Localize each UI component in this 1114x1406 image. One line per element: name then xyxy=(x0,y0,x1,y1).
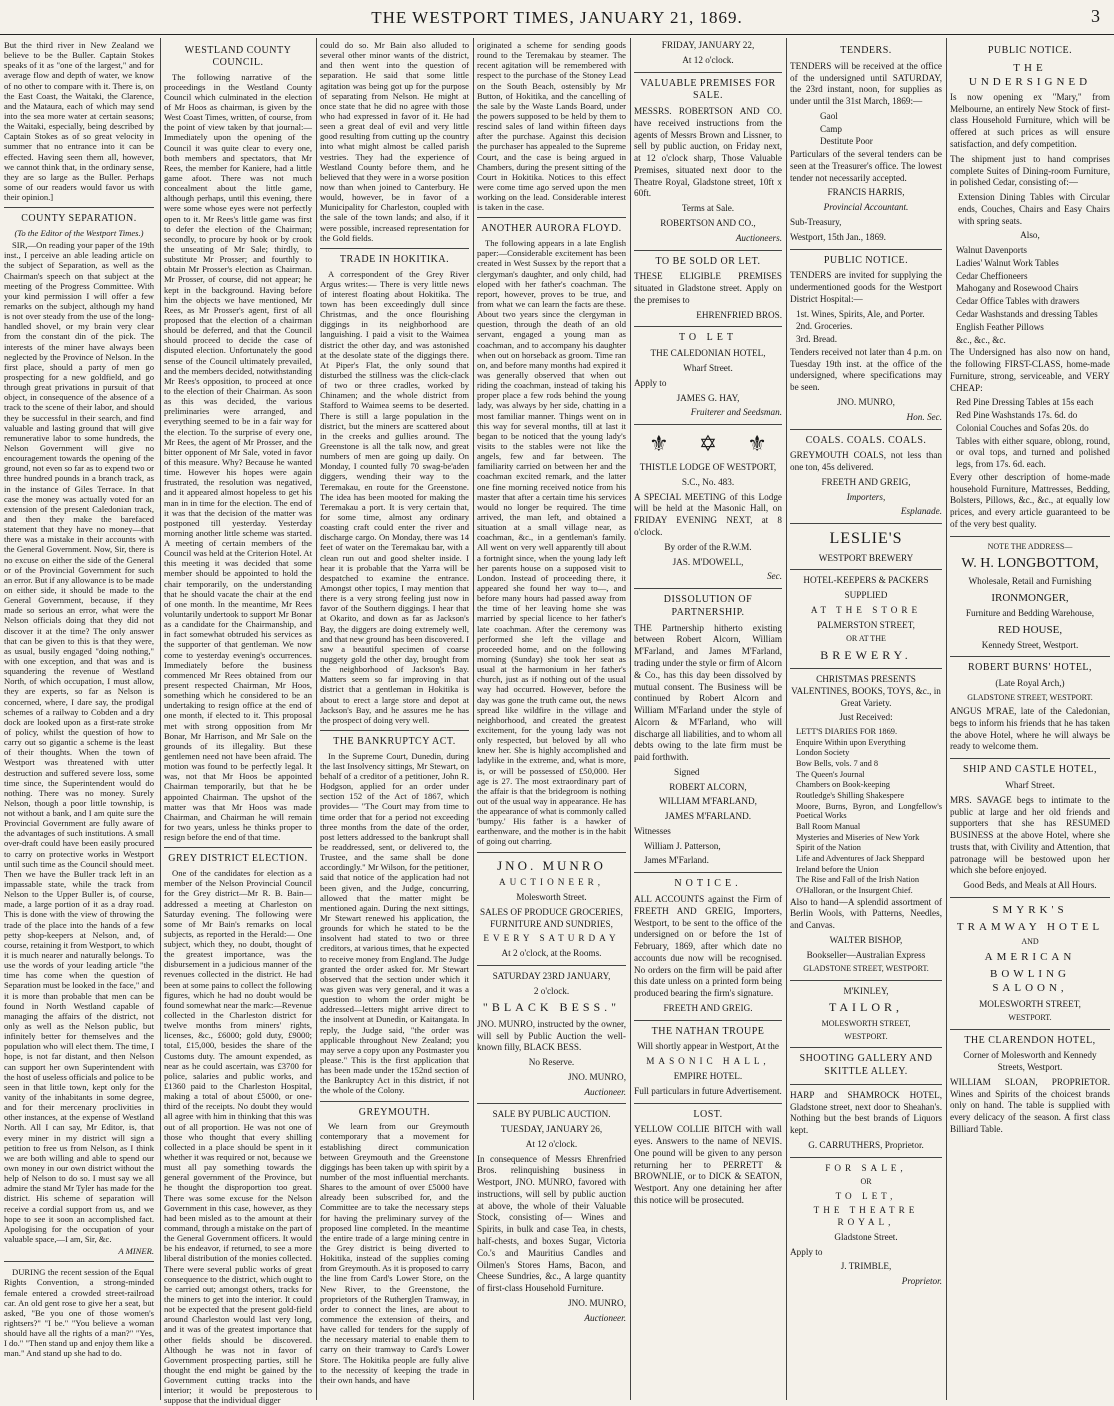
column-rule xyxy=(316,38,317,1400)
ad-signature: JAMES G. HAY, xyxy=(676,392,740,403)
ad-text: James M'Farland. xyxy=(644,855,709,866)
divider xyxy=(164,847,312,848)
ad-signature: JNO. MUNRO, xyxy=(568,1297,626,1308)
divider xyxy=(950,536,1110,537)
list-item: Camp xyxy=(820,123,842,134)
ad-text: Westport, 15th Jan., 1869. xyxy=(790,231,886,242)
ad-text: Is now opening ex "Mary," from Melbourne, an entirely New Stock of first-class Household Furniture, which will be offered at such prices as will ensure satisfaction, and defy competition. xyxy=(950,91,1110,150)
list-item: The Queen's Journal xyxy=(796,769,865,779)
article-text: could do so. Mr Bain also alluded to several other minor wants of the district, and then went into the question of separation. He said that some little agitation was being got up for the purpose of separating from Nelson. He might at once state that he did no agree with those who had expressed in favor of it. He had seen a great deal of evil and very little good resulting from cutting up the country into what might almost be called parish vestries. They had the experience of Westland County before them, and he believed that they were in a worse position now than when joined to Canterbury. He would, however, be in favor of a Municipality for Charleston, coupled with the sale of the town lands; and also, if it were possible, increased representation for the Gold fields. xyxy=(320,40,469,243)
column-rule xyxy=(160,38,161,1400)
ad-signature: WILLIAM M'FARLAND, xyxy=(659,796,757,807)
divider xyxy=(790,980,942,981)
ad-heading: ROBERT BURNS' HOTEL, xyxy=(967,662,1093,674)
ad-text: Signed xyxy=(674,766,700,777)
ad-role: Importers, xyxy=(846,491,886,502)
star-icon: ✡ xyxy=(698,431,718,457)
ad-text: Corner of Molesworth and Kennedy Streets, Westport. xyxy=(963,1050,1097,1073)
ad-title: AMERICAN xyxy=(984,951,1076,964)
ad-text: THESE ELIGIBLE PREMISES situated in Gladstone street. Apply on the premises to xyxy=(634,271,782,305)
ad-text: HOTEL-KEEPERS & PACKERS xyxy=(803,575,929,586)
furniture-list xyxy=(950,397,1110,471)
column-3 xyxy=(320,40,469,1398)
divider xyxy=(634,1103,782,1104)
tender-items xyxy=(790,111,942,148)
ad-title: W. H. LONGBOTTOM, xyxy=(961,555,1099,571)
column-5 xyxy=(634,40,782,1398)
ad-title: "BLACK BESS." xyxy=(482,1000,621,1015)
ad-signature: G. CARRUTHERS, Proprietor. xyxy=(808,1139,924,1150)
ad-heading: SATURDAY 23RD JANUARY, xyxy=(492,970,611,981)
ad-signature: FREETH AND GREIG, xyxy=(821,476,911,487)
article-heading: GREYMOUTH. xyxy=(358,1106,431,1118)
list-item: &c., &c., &c. xyxy=(956,334,1006,345)
ad-text: Also to hand—A splendid assortment of Berlin Wools, with Patterns, Needles, and Canvas. xyxy=(790,896,942,931)
ad-text: Terms at Sale. xyxy=(681,203,735,214)
article-text: DURING the recent session of the Equal Rights Convention, a strong-minded female entered a crowded street-railroad car. An old gent rose to give her a seat, but asked, "Be you one of those women's rightsers?" "I be." "You believe a woman should have all the rights of a man?" "Yes, I do." "Then stand up and enjoy them like a man." And stand up she had to do. xyxy=(4,1267,154,1359)
ad-heading: NOTICE. xyxy=(674,878,742,890)
page-number: 3 xyxy=(1091,6,1100,26)
divider xyxy=(634,424,782,425)
ad-role: Esplanade. xyxy=(900,506,942,517)
ad-role: Sec. xyxy=(766,571,782,582)
ad-text: Tenders received not later than 4 p.m. on Tuesday 19th inst. at the office of the undersigned, where specifications may be seen. xyxy=(790,346,942,393)
ad-role: Hon. Sec. xyxy=(906,411,942,422)
divider xyxy=(634,250,782,251)
public-auction-ad xyxy=(477,1109,626,1324)
divider xyxy=(4,1261,154,1262)
ad-heading: DISSOLUTION OF PARTNERSHIP. xyxy=(663,594,753,618)
ad-text: THE CALEDONIAN HOTEL, xyxy=(650,348,766,359)
divider xyxy=(790,569,942,570)
ad-text: OR AT THE xyxy=(846,634,886,644)
divider xyxy=(790,1157,942,1158)
divider xyxy=(790,249,942,250)
ad-text: MOLESWORTH STREET, xyxy=(979,998,1081,1009)
ad-title: THE UNDERSIGNED xyxy=(968,61,1092,88)
ad-text: Particulars of the several tenders can be seen at the Treasurer's office. The lowest tender not necessarily accepted. xyxy=(790,149,942,183)
ad-heading: CHRISTMAS PRESENTS VALENTINES, BOOKS, TOYS, &c., in Great Variety. xyxy=(791,674,941,708)
tender-items xyxy=(790,309,942,346)
article-heading: WESTLAND COUNTY COUNCIL. xyxy=(184,45,292,68)
ad-text: WESTPORT. xyxy=(1008,1013,1052,1023)
ad-text: William J. Patterson, xyxy=(644,840,721,851)
column-rule xyxy=(630,38,631,1400)
ad-text: The Undersigned has also now on hand, the following FIRST-CLASS, home-made Furniture, strong, serviceable, and VERY CHEAP: xyxy=(950,347,1110,393)
article-text: The following narrative of the proceedings in the Westland County Council which culminated in the election of Mr Hoos as chairman, is given by the West Coast Times, written, of course, from the point of view taken by that journal:— Immediately upon the opening of the Council it was quite clear to every one, both members and spectators, that Mr Rees, the member for Kaniere, had a little game afoot. There was not much concealment about the little game, although perhaps, until this evening, there were some whose eyes were not perfectly open to it. Mr Rees's little game was first to defer the election of the Chairman; secondly, to procure by hook or by crook the unseating of Mr Sale; thirdly, to substitute Mr Prosser; and fourthly to obtain Mr Prosser's election as Chairman. Mr Prosser, of course, did not appear; he kept in the background. Having before him the objects we have mentioned, Mr Rees, as Mr Prosser's agent, first of all proposed that the election of a chairman should be deferred, and that the Council should proceed to decide the case of disputed election. Unfortunately the good sense of the Council ultimately prevailed, and the members decided, notwithstanding Mr Rees's opposition, to proceed at once to the election of their Chairman. As soon as this was decided, the various preliminaries were arranged, and everything seemed to be in a fair way for the election. To the surprise of every one, Mr Rees, the agent of Mr Prosser, and the bitter opponent of Mr Sale, voted in favor of this measure. Why? Because he wanted time. However his hopes were again frustrated, the resolution was negatived, and it appeared almost hopeless to get his man in in time for the election. The end of it was that the decision of the matter was postponed till yesterday. Yesterday morning another little scheme was started. A meeting of certain members of the Council was held at the Criterion Hotel. At this meeting it was decided that some member should be appointed to hold the chair temporarily, on the understanding that he should vacate the chair at the end of one month. In the meantime, Mr Rees voluntarily undertook to support Mr Bonar as a candidate for the Chairmanship, and in fact somewhat obtruded his services as the supporter of that gentleman. We now come to yesterday evening's occurrences. Immediately before the business commenced Mr Rees obtained from our present respected Chairman, Mr Hoos, something which he considered to be an undertaking to resign office at the end of one month, if elected to it. This proposal met with strong opposition from Mr Bonar, Mr Harrison, and Mr Sale on the grounds of its illegality. But these gentlemen need not have been afraid. The motion was found to be perfectly legal. It was, not that Mr Hoos be appointed Chairman temporarily, but that he be appointed Chairman. The upshot of the matter was that Mr Hoos was made Chairman, and Chairman he will remain for two years, unless he thinks proper to resign before the end of that time. xyxy=(164,71,312,843)
list-item: Routledge's Shilling Shakespere xyxy=(796,791,905,801)
ad-text: EMPIRE HOTEL. xyxy=(673,1071,743,1081)
ad-text: TENDERS will be received at the office of the undersigned until SATURDAY, the 23rd instant, noon, for supplies as under until the 31st March, 1869:— xyxy=(790,60,942,107)
ad-signature: WALTER BISHOP, xyxy=(829,934,903,945)
ad-text: Wharf Street. xyxy=(683,362,733,373)
ad-text: ANGUS M'RAE, late of the Caledonian, begs to inform his friends that he has taken the above Hotel, where he will always be ready to welcome them. xyxy=(950,706,1110,752)
ad-signature: ROBERTSON AND CO., xyxy=(660,218,756,229)
ad-heading: TENDERS. xyxy=(840,45,892,56)
ad-text: TO LET, xyxy=(835,1190,897,1201)
ad-text: FOR SALE, xyxy=(825,1162,907,1173)
ad-text: THE Partnership hitherto existing between Robert Alcorn, William M'Farland, and James M'Farland, trading under the style or firm of Alcorn & Co., has this day been dissolved by mutual consent. The Business will be continued by Robert Alcorn and William M'Farland under the style of Alcorn & M'Farland, who will discharge all liabilities, and to whom all debts owing to the late firm must be paid forthwith. xyxy=(634,622,782,763)
article-text: In the Supreme Court, Dunedin, during the last Insolvency sittings, Mr Stewart, on behalf of a creditor of a petitioner, John R. Hodgson, applied for an order under section 152 of the Act of 1867, which provides— "The Court may from time to time order that for a period not exceeding three months from the date of the order, post letters addressed to the bankrupt shall be readdressed, sent, or delivered to, the Trustee, and the same shall be done accordingly." Mr Wilson, for the petitioner, said that notice of the application had not been given, and the Judge, concurring, allowed that the matter might be mentioned again. During the next sittings, Mr Stewart renewed his application, the grounds for which he stated to be the insolvent had stated to two or three creditors, at various times, that he expected to receive money from England. The Judge granted the order asked for. Mr Stewart observed that the section under which it was given was very general, and it was a question to whom the order might be addressed—letters might arrive direct to the insolvent at Dunedin, or Kaitangata. In reply, the Judge said, "the order was applicable throughout New Zealand; you may serve a copy upon any Postmaster you please." This is the first application that has been made under the 152nd section of the Bankruptcy Act in this district, if not the whole of the Colony. xyxy=(320,750,469,1096)
ad-role: Auctioneer. xyxy=(584,1312,626,1323)
ad-text: At 12 o'clock. xyxy=(525,1138,578,1149)
list-item: Chambers on Book-keeping xyxy=(796,780,890,790)
list-item: Enquire Within upon Everything xyxy=(796,737,906,747)
column-6 xyxy=(790,40,942,1398)
ad-heading: FRIDAY, JANUARY 22, xyxy=(661,40,755,50)
ad-role: Auctioneers. xyxy=(735,232,782,243)
ad-heading: THE NATHAN TROUPE xyxy=(651,1025,765,1037)
list-item: Cedar Washstands and dressing Tables xyxy=(956,308,1098,319)
ad-heading: THE CLARENDON HOTEL, xyxy=(964,1034,1096,1046)
article-text: But the third river in New Zealand we believe to be the Buller. Captain Stokes speaks of it as "one of the largest," and for average flow and depth of water, we know of no other to compare with it. There is, on the East Coast, the Waitaki, the Clarence, and the Mataura, each of which may send into the sea more water at certain seasons; the Waitaki, especially, being described by Captain Stokes as of so great velocity in summer that no entrance into it can be effected. Having seen them all, however, we cannot think that, in the ordinary sense, they are so large as the Buller. Perhaps some of our readers would favor us with their opinion.] xyxy=(4,40,154,203)
ad-text: Good Beds, and Meals at All Hours. xyxy=(963,880,1097,891)
ad-title: TRAMWAY HOTEL xyxy=(956,920,1104,933)
list-item: English Feather Pillows xyxy=(956,321,1044,332)
list-item: The Rise and Fall of the Irish Nation xyxy=(796,875,920,885)
list-item: Moore, Burns, Byron, and Longfellow's Poetical Works xyxy=(796,801,942,821)
ad-text: GLADSTONE STREET, WESTPORT. xyxy=(967,692,1093,702)
column-1 xyxy=(4,40,154,1398)
ad-heading: VALUABLE PREMISES FOR SALE. xyxy=(640,77,776,102)
ad-text: YELLOW COLLIE BITCH with wall eyes. Answers to the name of NEVIS. One pound will be given to any person returning her to PERRETT & BROWNLIE, or to DICK & SEATON, Westport. Any one detaining her after this notice will be prosecuted. xyxy=(634,1124,782,1205)
ad-text: Extension Dining Tables with Circular ends, Couches, Chairs and Easy Chairs with spring seats. xyxy=(958,192,1110,226)
list-item: Ireland before the Union xyxy=(796,864,879,874)
ad-text: TENDERS are invited for supplying the undermentioned goods for the Westport District Hospital:— xyxy=(790,270,942,304)
ad-text: Wholesale, Retail and Furnishing xyxy=(968,575,1092,586)
emblem-icon: ⚜ xyxy=(747,431,767,457)
list-item: Bow Bells, vols. 7 and 8 xyxy=(796,759,879,769)
divider xyxy=(477,217,626,218)
divider xyxy=(790,523,942,524)
ad-signature: JAS. M'DOWELL, xyxy=(672,556,744,567)
masonic-emblems xyxy=(634,430,782,458)
ad-signature: EHRENFRIED BROS. xyxy=(696,309,782,320)
list-item: 3rd. Bread. xyxy=(796,334,838,345)
article-text: One of the candidates for election as a member of the Nelson Provincial Council for the Grey district—Mr R. B. Bain—addressed a meeting at Charleston on Saturday evening. The following were some of Mr Bain's remarks on local subjects, as reported in the Herald:— One subject, which they, no doubt, thought of the greatest importance, was the disbursement in a judicious manner of the revenues collected in the district. He had been at some pains to collect the following figures, which he had no doubt would be found somewhat near the mark:—Revenue collected in the Charleston district for twelve months from miners' rights, licenses, &c., £6000; gold duty, £9000; total, £15,000, besides the share of the Customs duty. The amount expended, as near as he could ascertain, was £3700 for police, salaries and public works, and £1360 paid to the Charleston Hospital, making a total of about £5000, or one-third of the receipts. No doubt they would all agree with him in thinking that this was out of all proportion. He was not one of those who thought that every shilling collected in a place should be spent in it whether it was required or not, because we must all pay something towards the general government of the Province, but he thought the disproportion too great. There was some excuse for the Nelson Government in this case, however, as they had been misled as to the amount at their command, through a mistake on the part of the General Government officers. It would be his endeavor, if returned, to see a more liberal distribution of the monies collected. There were several public works of great consequence to the district, which ought to be carried out; amongst others, tracks for the miners to get into the interior. It could not be expected that the present gold-field around Charleston would last very long, and it was of the greatest importance that other fields should be discovered. Although he was not in favor of Government prospecting parties, still he thought the end might be gained by the Government cutting tracks into the interior; it would be preposterous to suppose that the individual digger xyxy=(164,868,312,1406)
ad-text: MOLESWORTH STREET, xyxy=(821,1018,911,1028)
ad-heading: TO LET xyxy=(679,332,737,344)
ad-signature: JNO. MUNRO, xyxy=(568,1071,626,1082)
column-rule xyxy=(786,38,787,1400)
list-item: 1st. Wines, Spirits, Ale, and Porter. xyxy=(796,308,925,319)
ad-text: WESTPORT BREWERY xyxy=(818,552,914,563)
ad-title: TAILOR, xyxy=(828,1000,904,1015)
ad-text: SUPPLIED xyxy=(844,590,888,601)
list-item: Gaol xyxy=(820,110,838,121)
divider xyxy=(634,588,782,589)
divider xyxy=(950,1029,1110,1030)
ad-heading: SALE BY PUBLIC AUCTION. xyxy=(492,1109,611,1120)
ad-name: JNO. MUNRO xyxy=(497,857,606,873)
ad-text: S.C., No. 483. xyxy=(681,476,735,487)
ad-signature: J. TRIMBLE, xyxy=(840,1261,892,1272)
ad-text: Just Received: xyxy=(839,712,893,723)
ad-text: WILLIAM SLOAN, PROPRIETOR. Wines and Spirits of the choicest brands only on hand. The table is supplied with every delicacy of the season. A first class Billiard Table. xyxy=(950,1076,1110,1134)
ad-text: SALES OF PRODUCE GROCERIES, FURNITURE AND SUNDRIES, xyxy=(480,906,623,929)
black-bess-ad xyxy=(477,971,626,1098)
divider xyxy=(320,730,469,731)
article-text: SIR,—On reading your paper of the 19th inst., I perceive an able leading article on the subject of Separation, as well as the Chairman's speech on that subject at the meeting of the Progress Committee. With your kind permission I will offer a few remarks on the subject, although my hand is not over steady from the use of the long-handled shovel, or my brain very clear from the constant din of the pick. The interests of the miner have always been neglected by the Province of Nelson. In the first place, should a party of men go prospecting for a new goldfield, and go through great privations in pursuit of that object, in consequence of the absence of a track to the scene of their labor, and should they be successful in their search, and find valuable and lasting ground that will give remunerative labor to some hundreds, the Nelson Government will give no encouragement towards the opening of the ground, not even so far as to expend two or three hundred pounds in a branch track, as in the instance of Giles Terrace. In that case the money was actually voted for an extension of the present Caledonian track, and then they make the barefaced statement that they have no money—that there was a mistake in their accounts with the General Government. Now, Sir, there is no excuse on either the side of the General or of the Provincial Government for such an error. But if any allowance is to be made on either side, it should be made to the General Government, because, if they made so serious an error, what were the Nelson officials doing that they did not discover it at the time? The only answer that can be given to this is that they were, as usual, busily engaged "doing nothing," with one exception, and that was and is squandering the revenue of Westland North, of which occupation, I must allow, they are experts, so far as Nelson is concerned, where, I dare say, the prodigal schemes of a railway to Cobden and a dry dock are looked upon as a first-rate stroke of policy, whilst the question of how to carry out so gigantic a scheme is the least of their thoughts. When the town of Westport was threatened with utter destruction and suffered severe loss, some time since, the Superintendent would do nothing. There was no money. Surely Nelson, though a poor little township, is not without a bank, and I am quite sure the Provincial Government are fully aware of the advantages of such institutions. A small over-draft could have been easily procured to carry on protective works in Westport until such time as the Council should meet. Then we have the Buller track left in an impassable state, while the track from Nelson to the Upper Buller is, of course, made, a large portion of it as a dray road. This is done with the view of throwing the trade of the place into the hands of a few petty shop-keepers at Nelson, and, of course, retaining it from Westport, to which it is much nearer and naturally belongs. To use the words of your leading article "the time has come when the question of Separation must be looked in the face," and it is more than probable that men can be found in North Westland capable of managing the affairs of the district, not only as well as the Nelson public, but infinitely better for themselves and the population who will elect them. The time, I hope, is not far distant, and then Nelson can support her own Superintendent with the host of useless officials and police to be seen in that little town, kept only for the vanity of the inhabitants in some degree, and for their mercenary proclivities in other instances, at the expense of Westland North. All I can say, Mr Editor, is, that every miner in my district will sign a petition to free us from Nelson, as I think we are both willing and able to spend our own money in our own district without the help of Nelson to do so. I must say we all admire the stand Mr Tyler has made for the district. His scheme of separation will receive a cordial support from us, and we hope to see it soon an accomplished fact. Apologising for the occupation of your valuable space,—I am, Sir, &c. xyxy=(4,240,154,1244)
newspaper-title: THE WESTPORT TIMES, JANUARY 21, 1869. xyxy=(371,8,743,27)
ad-text: MRS. SAVAGE begs to intimate to the public at large and her old friends and supporters that she has RESUMED BUSINESS at the above Hotel, where she trusts that, with Civility and Attention, that patronage will be bestowed upon her which she before enjoyed. xyxy=(950,794,1110,876)
divider xyxy=(790,1084,942,1085)
article-heading: ANOTHER AURORA FLOYD. xyxy=(481,223,622,235)
ad-text: JNO. MUNRO, instructed by the owner, will sell by Public Auction the well-known filly, BLACK BESS. xyxy=(477,1018,626,1053)
ad-text: Also, xyxy=(1020,230,1040,241)
ad-street: Molesworth Street. xyxy=(516,892,587,903)
divider xyxy=(477,1103,626,1104)
divider xyxy=(634,72,782,73)
list-item: Life and Adventures of Jack Sheppard xyxy=(796,853,925,863)
divider xyxy=(320,248,469,249)
ad-heading: PUBLIC NOTICE. xyxy=(987,45,1073,56)
ad-title: BREWERY. xyxy=(820,647,912,662)
ad-text: Sub-Treasury, xyxy=(790,216,842,227)
ad-role: GLADSTONE STREET, WESTPORT. xyxy=(803,964,929,974)
compass-icon: ⚜ xyxy=(649,431,669,457)
ad-text: Witnesses xyxy=(634,825,671,836)
ad-title: LESLIE'S xyxy=(829,530,903,548)
ad-text: (Late Royal Arch,) xyxy=(995,678,1065,689)
ad-signature: FREETH AND GREIG. xyxy=(663,1002,753,1013)
ad-text: MESSRS. ROBERTSON AND CO. have received instructions from the agents of Messrs Brown and Lissner, to sell by public auction, on Friday next, at 12 o'clock sharp, Those Valuable Premises, situated next door to the Theatre Royal, Gladstone street, 10ft x 60ft. xyxy=(634,106,782,199)
ad-text: At 2 o'clock, at the Rooms. xyxy=(501,948,602,959)
ad-text: Will shortly appear in Westport, At the xyxy=(637,1041,779,1052)
article-heading: TRADE IN HOKITIKA. xyxy=(339,253,450,265)
divider xyxy=(790,1047,942,1048)
ad-text: GREYMOUTH COALS, not less than one ton, 45s delivered. xyxy=(790,450,942,473)
ad-text: Apply to xyxy=(790,1246,823,1257)
divider xyxy=(477,965,626,966)
ad-role: Proprietor. xyxy=(901,1276,942,1287)
ad-title: BOWLING SALOON, xyxy=(990,968,1070,995)
list-item: Spirit of the Nation xyxy=(796,843,861,853)
article-heading: COUNTY SEPARATION. xyxy=(21,213,137,225)
column-rule xyxy=(473,38,474,1400)
ad-text: A SPECIAL MEETING of this Lodge will be held at the Masonic Hall, on FRIDAY EVENING NEXT, at 8 o'clock. xyxy=(634,491,782,538)
ad-signature: JNO. MUNRO, xyxy=(837,396,895,407)
ad-heading: SHOOTING GALLERY AND SKITTLE ALLEY. xyxy=(799,1053,933,1078)
column-rule xyxy=(946,38,947,1400)
divider xyxy=(634,1020,782,1021)
divider xyxy=(950,758,1110,759)
article-signoff: A MINER. xyxy=(118,1246,154,1257)
list-item: Walnut Davenports xyxy=(956,245,1027,256)
ad-role: Provincial Accountant. xyxy=(823,202,909,213)
ad-text: Furniture and Bedding Warehouse, xyxy=(965,607,1095,618)
ad-text: TUESDAY, JANUARY 26, xyxy=(500,1124,603,1135)
article-text: originated a scheme for sending goods round to the Teremakau by steamer. The recent agitation will be remembered with respect to the purchase of the Stoney Lead on the South Beach, ostensibly by Mr Button, of Hokitika, and the cancelling of the sale by the Waste Lands Board, under the powers supposed to be held by them to rescind sales of land within fifteen days after the purchase. Against this decision the purchaser has appealed to the Supreme Court, and the case is being argued in Chambers, during the present sitting of the Court in Hokitika. Notices to this effect were come time ago served upon the men working on the lead. Considerable interest is taken in the case. xyxy=(477,40,626,213)
ad-role: Bookseller—Australian Express xyxy=(806,949,926,960)
list-item: 2nd. Groceries. xyxy=(796,321,853,332)
list-item: Tables with either square, oblong, round, or oval tops, and turned and polished legs, from 17s. 6d. each. xyxy=(956,435,1110,470)
ad-text: Full particulars in future Advertisement. xyxy=(634,1085,782,1096)
divider xyxy=(320,1101,469,1102)
divider xyxy=(634,872,782,873)
list-item: Red Pine Washstands 17s. 6d. do xyxy=(956,410,1078,421)
divider xyxy=(4,207,154,208)
ad-text: Every other description of home-made household Furniture, Mattresses, Bedding, Bolsters, Pillows, &c., &c., at equally low prices, and every article guaranteed to be of the very best quality. xyxy=(950,471,1110,529)
ad-text: HARP and SHAMROCK HOTEL, Gladstone street, next door to Sheahan's. Nothing but the best brands of Liquors kept. xyxy=(790,1089,942,1136)
ad-text: By order of the R.W.M. xyxy=(664,541,752,552)
ad-text: In consequence of Messrs Ehrenfried Bros. relinquishing business in Westport, JNO. MUNRO, favored with instructions, will sell by public auction at above, the whole of their Valuable Stock, consisting of— Wines and Spirits, in bulk and case Tea, in chests, half-chests, and boxes Sugar, Victoria Co.'s and Mauritius Candles and Oilmen's Stores Hams, Bacon, and Cheese Sundries, &c., A large quantity of first-class Household Furniture. xyxy=(477,1153,626,1294)
book-list xyxy=(790,727,942,896)
ad-text: At 12 o'clock. xyxy=(682,54,734,65)
column-4 xyxy=(477,40,626,1398)
ad-heading: COALS. COALS. COALS. xyxy=(805,434,927,446)
ad-text: NOTE THE ADDRESS— xyxy=(987,541,1073,551)
ad-heading: LOST. xyxy=(693,1108,723,1120)
list-item: Mysteries and Miseries of New York xyxy=(796,832,920,842)
list-item: Cedar Office Tables with drawers xyxy=(956,296,1080,307)
divider xyxy=(950,656,1110,657)
column-7 xyxy=(950,40,1110,1398)
ad-text: EVERY SATURDAY xyxy=(483,933,620,944)
ad-text: The shipment just to hand comprises complete Suites of Dining-room Furniture, in polished Cedar, consisting of:— xyxy=(950,153,1110,188)
ad-heading: THISTLE LODGE OF WESTPORT, xyxy=(639,462,777,473)
article-text: We learn from our Greymouth contemporary that a movement for establishing direct communication between Greymouth and the Greenstone diggings has been taken up with spirit by a number of the most influential merchants. Shares to the amount of over £5000 have already been subscribed for, and the Committee are to take the necessary steps for having the preliminary survey of the proposed line completed. In the meantime the entire trade of a large mining centre in the Grey district is being diverted to Hokitika, instead of the supplies coming from Greymouth. As it is proposed to carry the line from Card's Lower Store, on the New River, to the Greenstone, the proprietors of the Rutherglen Tramway, in order to connect the lines, are about to commence the extension of theirs, and have called for tenders for the supply of the necessary material to enable them to carry on their tramway to Card's Lower Store. The Hokitika people are fully alive to the necessity of keeping the trade in their own hands, and have xyxy=(320,1121,469,1385)
ad-text: Apply to xyxy=(634,377,667,388)
divider xyxy=(950,897,1110,898)
list-item: Red Pine Dressing Tables at 15s each xyxy=(956,397,1094,408)
ad-signature: ROBERT ALCORN, xyxy=(669,781,747,792)
article-heading: GREY DISTRICT ELECTION. xyxy=(168,853,308,865)
ad-text: 2 o'clock. xyxy=(533,985,570,996)
auctioneer-ad xyxy=(477,858,626,960)
list-item: Ball Room Manual xyxy=(796,821,861,831)
ad-title: THE THEATRE ROYAL, xyxy=(813,1205,919,1228)
list-item: London Society xyxy=(796,748,850,758)
article-text: The following appears in a late English paper:—Considerable excitement has been created in West Sussex by the report that a clergyman's daughter, and only child, had eloped with her father's coachman. The report, however, proves to be true, and from what we can learn the facts are these. About two years since the clergyman in question, through the death of an old servant, engaged a young man as coachman, and to accompany his daughter when out on horseback as groom. Time ran on, and before many months had expired it was generally observed that when out riding the coachman, instead of taking his proper place a few rods behind the young lady, was always by her side, chatting in a most familiar manner. Things went on in this way for several months, till at last it began to be noticed that the young lady's visits to the stables were not like the angels, few and far between. The familiarity carried on between her and the coachman excited remark, and the latter one fine morning received notice from his master that after a certain time his services would no longer be required. The time arrived, the man left, and obtained a situation at a small village near, as coachman, &c., in a gentleman's family. All went on very well apparently till about a fortnight since, when the young lady left her parents house on a supposed visit to London. Instead of proceeding there, it appeared she found her way to—, and before many hours had passed away from the time of her leaving home she was married by special licence to her father's late coachman. After the ceremony was performed she left the village and proceeded home, and on the following morning (Sunday) she took her seat as usual at the harmonium in her father's church, just as if nothing out of the usual way had occurred. However, before the day was gone the truth came out, the news spread like wildfire in the village and neighborhood, and created the greatest excitement, for the young lady was not only respected, but beloved by all who knew her. She is highly accomplished and ladylike in the extreme, and, what is more, is, or will be possessed of £50,000. Her age is 27. The most extraordinary part of the affair is that the bridegroom is nothing out of the usual way in appearance. He has the appearance of what is commonly called 'bumpy.' His father is a hawker of earthenware, and the mother is in the habit of going out charring. xyxy=(477,238,626,847)
ad-text: PALMERSTON STREET, xyxy=(817,619,915,630)
list-item: Cedar Cheffioneers xyxy=(956,270,1028,281)
ad-text: OR xyxy=(860,1177,872,1187)
ad-text: Wharf Street. xyxy=(1005,780,1055,790)
list-item: Colonial Couches and Sofas 20s. do xyxy=(956,422,1089,433)
ad-heading: SHIP AND CASTLE HOTEL, xyxy=(963,764,1097,776)
divider xyxy=(634,326,782,327)
furniture-list xyxy=(950,245,1110,346)
list-item: LETT'S DIARIES FOR 1869. xyxy=(796,727,898,737)
ad-signature: JAMES M'FARLAND. xyxy=(664,811,752,822)
ad-text: AT THE STORE xyxy=(810,604,922,615)
ad-text: ALL ACCOUNTS against the Firm of FREETH AND GREIG, Importers, Westport, to be sent to the office of the undersigned on or before the 1st of February, 1869, after which date no accounts due now will be recognised. No orders on the firm will be paid after this date unless on a printed form being produced bearing the firm's signature. xyxy=(634,894,782,999)
ad-title: SMYRK'S xyxy=(992,903,1068,916)
ad-role: Auctioneer. xyxy=(584,1086,626,1097)
column-2 xyxy=(164,40,312,1406)
list-item: Destitute Poor xyxy=(820,136,873,147)
ad-text: No Reserve. xyxy=(528,1057,575,1068)
divider xyxy=(790,668,942,669)
list-item: O'Halloran, or the Insurgent Chief. xyxy=(796,885,913,895)
list-item: Mahogany and Rosewood Chairs xyxy=(956,283,1079,294)
ad-signature: FRANCIS HARRIS, xyxy=(827,187,905,198)
ad-text: RED HOUSE, xyxy=(997,623,1063,636)
article-subheading: (To the Editor of the Westport Times.) xyxy=(14,228,144,239)
divider xyxy=(477,852,626,853)
ad-text: AND xyxy=(1021,937,1039,947)
list-item: Ladies' Walnut Work Tables xyxy=(956,257,1059,268)
divider xyxy=(790,429,942,430)
ad-role: AUCTIONEER, xyxy=(499,877,604,888)
ad-role: Fruiterer and Seedsman. xyxy=(690,407,782,418)
ad-text: Kennedy Street, Westport. xyxy=(981,639,1079,650)
ad-heading: TO BE SOLD OR LET. xyxy=(655,255,761,267)
ad-text: Gladstone Street. xyxy=(834,1231,898,1242)
masthead xyxy=(0,0,1114,35)
ad-text: WESTPORT. xyxy=(844,1032,888,1041)
article-heading: THE BANKRUPTCY ACT. xyxy=(333,735,456,747)
article-text: A correspondent of the Grey River Argus writes:— There is very little news of interest floating about Hokitika. The town has been exceedingly dull since Christmas, and the once flourishing diggings in its neighborhood are languishing. I paid a visit to the Waimea district the other day, and was astonished at the desolate state of the diggings there. At Piper's Flat, the only sound that disturbed the stillness was the click-clack of two or three cradles, worked by Chinamen; and the whole district from Stafford to Waimea seems to be deserted. There is still a large population in the district, but the miners are scattered about in the creeks and gullies around. The Greenstone is all the talk now, and great numbers of men are going up daily. On Monday, I counted fully 70 swag-be'aden diggers, wending their way to the Teremakau, en route for the Greenstone. The idea has been mooted for making the Teremakau a port. It is very certain that, for some time, almost any ordinary coasting craft could enter the river and discharge cargo. On Monday, there was 14 feet of water on the Teremakau bar, with a clean run out and good shelter inside. I hear it is probable that the Yarra will be despatched to examine the entrance. Amongst other topics, I may mention that there is a very strong feeling just now in favor of the Southern diggings. I hear that at Okarito, and down as far as Jackson's Bay, the diggers are doing extremely well, and that new ground has been discovered. I saw a beautiful specimen of coarse nuggety gold the other day, brought from the neighborhood of Jackson's Bay. Matters seem so far improving in that district that a gentleman in Hokitika is about to erect a large store and depot at Jackson's Bay, and he assures me he has the prospect of doing very well. xyxy=(320,268,469,725)
ad-text: IRONMONGER, xyxy=(991,591,1069,604)
ad-heading: PUBLIC NOTICE. xyxy=(823,254,909,266)
ad-text: MASONIC HALL, xyxy=(646,1056,770,1067)
ad-text: M'KINLEY, xyxy=(843,985,889,996)
